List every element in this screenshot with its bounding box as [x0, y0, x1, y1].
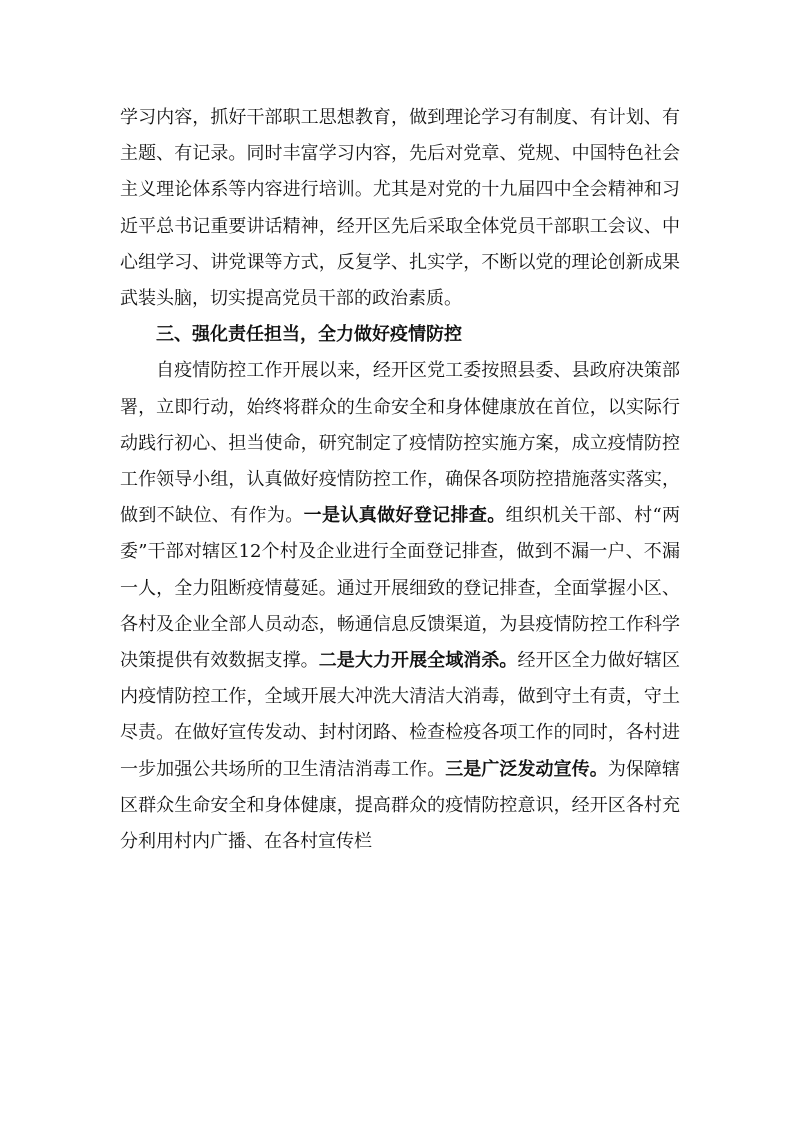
- paragraph-intro: 自疫情防控工作开展以来，经开区党工委按照县委、县政府决策部署，立即行动，始终将群众的生命安全和身体健康放在首位，以实际行动践行初心、担当使命，研究制定了疫情防控实施方案，成立疫情防控工作领导小组，认真做好疫情防控工作，确保各项防控措施落实落实，做到不缺位、有作为。: [120, 360, 680, 527]
- point1-label: 一是认真做好登记排查。: [303, 505, 506, 527]
- point2-text: 经开区全力做好辖区内疫情防控工作，全域开展大冲洗大清洁大消毒，做到守土有责，守土尽责。在做好宣传发动、封村闭路、检查检疫各项工作的同时，各村进一步加强公共场所的卫生清洁消毒工作。: [120, 650, 681, 780]
- document-body: [120, 100, 680, 860]
- section-heading-epidemic-control: 三、强化责任担当，全力做好疫情防控: [156, 324, 462, 346]
- paragraph-epidemic-control: [120, 353, 680, 860]
- point2-label: 二是大力开展全域消杀。: [318, 650, 518, 672]
- point3-label: 三是广泛发动宣传。: [445, 758, 608, 780]
- paragraph-theory-study: 学习内容，抓好干部职工思想教育，做到理论学习有制度、有计划、有主题、有记录。同时丰富学习内容，先后对党章、党规、中国特色社会主义理论体系等内容进行培训。尤其是对党的十九届四中全会精神和习近平总书记重要讲话精神，经开区先后采取全体党员干部职工会议、中心组学习、讲党课等方式，反复学、扎实学，不断以党的理论创新成果武装头脑，切实提高党员干部的政治素质。: [120, 107, 680, 310]
- point1-text: 组织机关干部、村“两委”干部对辖区12个村及企业进行全面登记排查，做到不漏一户、不漏一人，全力阻断疫情蔓延。通过开展细致的登记排查，全面掌握小区、各村及企业全部人员动态，畅通信息反馈渠道，为县疫情防控工作科学决策提供有效数据支撑。: [120, 505, 681, 672]
- point3-text: 为保障辖区群众生命安全和身体健康，提高群众的疫情防控意识，经开区各村充分利用村内广播、在各村宣传栏: [120, 758, 681, 853]
